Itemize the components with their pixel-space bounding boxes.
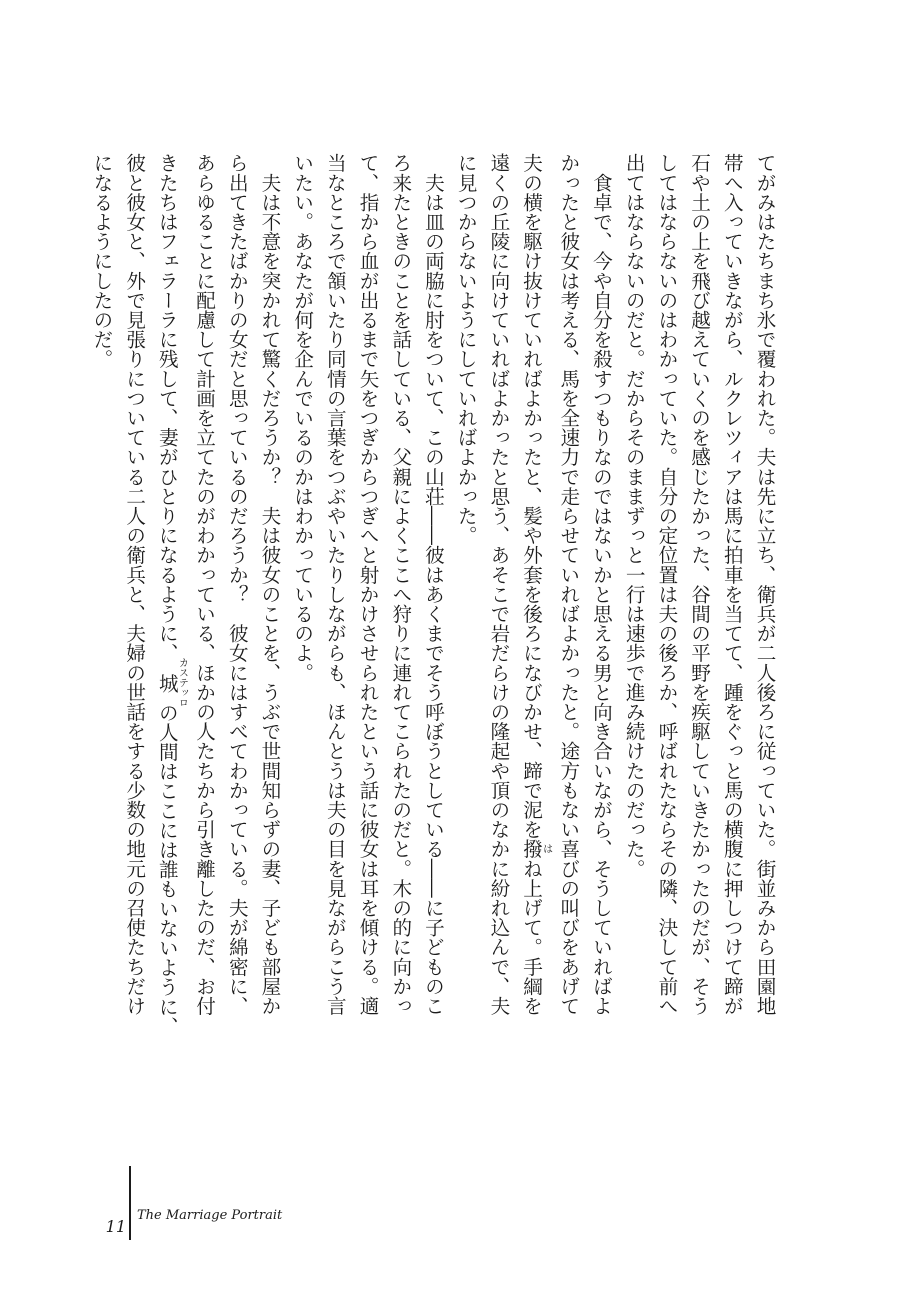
text-line: ろ来たときのことを話している、父親によくここへ狩りに連れてこられたのだと。木の的に向かっ	[388, 153, 412, 1016]
body-text	[89, 153, 780, 1153]
text-line: 夫は皿の両脇に肘をついて、この山荘――彼はあくまでそう呼ぼうとしている――に子どものこ	[421, 153, 445, 1016]
running-title: The Marriage Portrait	[137, 1208, 283, 1223]
text-line: きたちはフェラーラに残して、妻がひとりになるように、城カステッロの人間はここには誰もいないように、	[155, 153, 188, 1036]
text-line: 帯へ入っていきながら、ルクレツィアは馬に拍車を当てて、踵をぐっと馬の横腹に押しつけて蹄が	[720, 153, 744, 1016]
furigana: 撥は	[519, 839, 552, 859]
text-line: て、指から血が出るまで矢をつぎからつぎへと射かけさせられたという話に彼女は耳を傾ける。適	[356, 153, 380, 1016]
footer-divider	[129, 1166, 131, 1240]
text-line: になるようにしたのだ。	[89, 153, 113, 369]
text-line: いたい。あなたが何を企んでいるのかはわかっているのよ。	[290, 153, 314, 683]
text-line: 夫の横を駆け抜けていればよかったと、髪や外套を後ろになびかせ、蹄で泥を撥はね上げて。手綱を	[519, 153, 552, 1016]
text-line: 当なところで頷いたり同情の言葉をつぶやいたりしながらも、ほんとうは夫の目を見ながらこう言	[323, 153, 347, 1016]
text-line: 食卓で、今や自分を殺すつもりなのではないかと思える男と向き合いながら、そうしていればよ	[589, 153, 613, 1016]
text-line: ら出てきたばかりの女だと思っているのだろうか？ 彼女にはすべてわかっている。夫が綿密に、	[225, 153, 249, 1016]
text-line: に見つからないようにしていればよかった。	[454, 153, 478, 545]
text-line: 彼と彼女と、外で見張りについている二人の衛兵と、夫婦の世話をする少数の地元の召使たちだけ	[122, 153, 146, 1016]
text-line: してはならないのはわかっていた。自分の定位置は夫の後ろか、呼ばれたならその隣、決して前へ	[654, 153, 678, 1016]
text-line: 出てはならないのだと。だからそのままずっと一行は速歩で進み続けたのだった。	[622, 153, 646, 879]
text-line: 夫は不意を突かれて驚くだろうか？ 夫は彼女のことを、うぶで世間知らずの妻、子ども部屋か	[257, 153, 281, 1016]
text-line: 石や土の上を飛び越えていくのを感じたかった、谷間の平野を疾駆していきたかったのだが、そう	[687, 153, 711, 1016]
text-line: かったと彼女は考える、馬を全速力で走らせていればよかったと。途方もない喜びの叫びをあげて	[556, 153, 580, 1016]
text-line: 遠くの丘陵に向けていればよかったと思う、あそこで岩だらけの隆起や頂のなかに紛れ込んで、夫	[486, 153, 510, 1016]
text-line: てがみはたちまち氷で覆われた。夫は先に立ち、衛兵が二人後ろに従っていた。街並みから田園地	[753, 153, 776, 1016]
text-line: あらゆることに配慮して計画を立てたのがわかっている、ほかの人たちから引き離したのだ、お付	[192, 153, 216, 1016]
page-number: 11	[105, 1217, 126, 1236]
furigana: 城カステッロ	[155, 657, 188, 708]
